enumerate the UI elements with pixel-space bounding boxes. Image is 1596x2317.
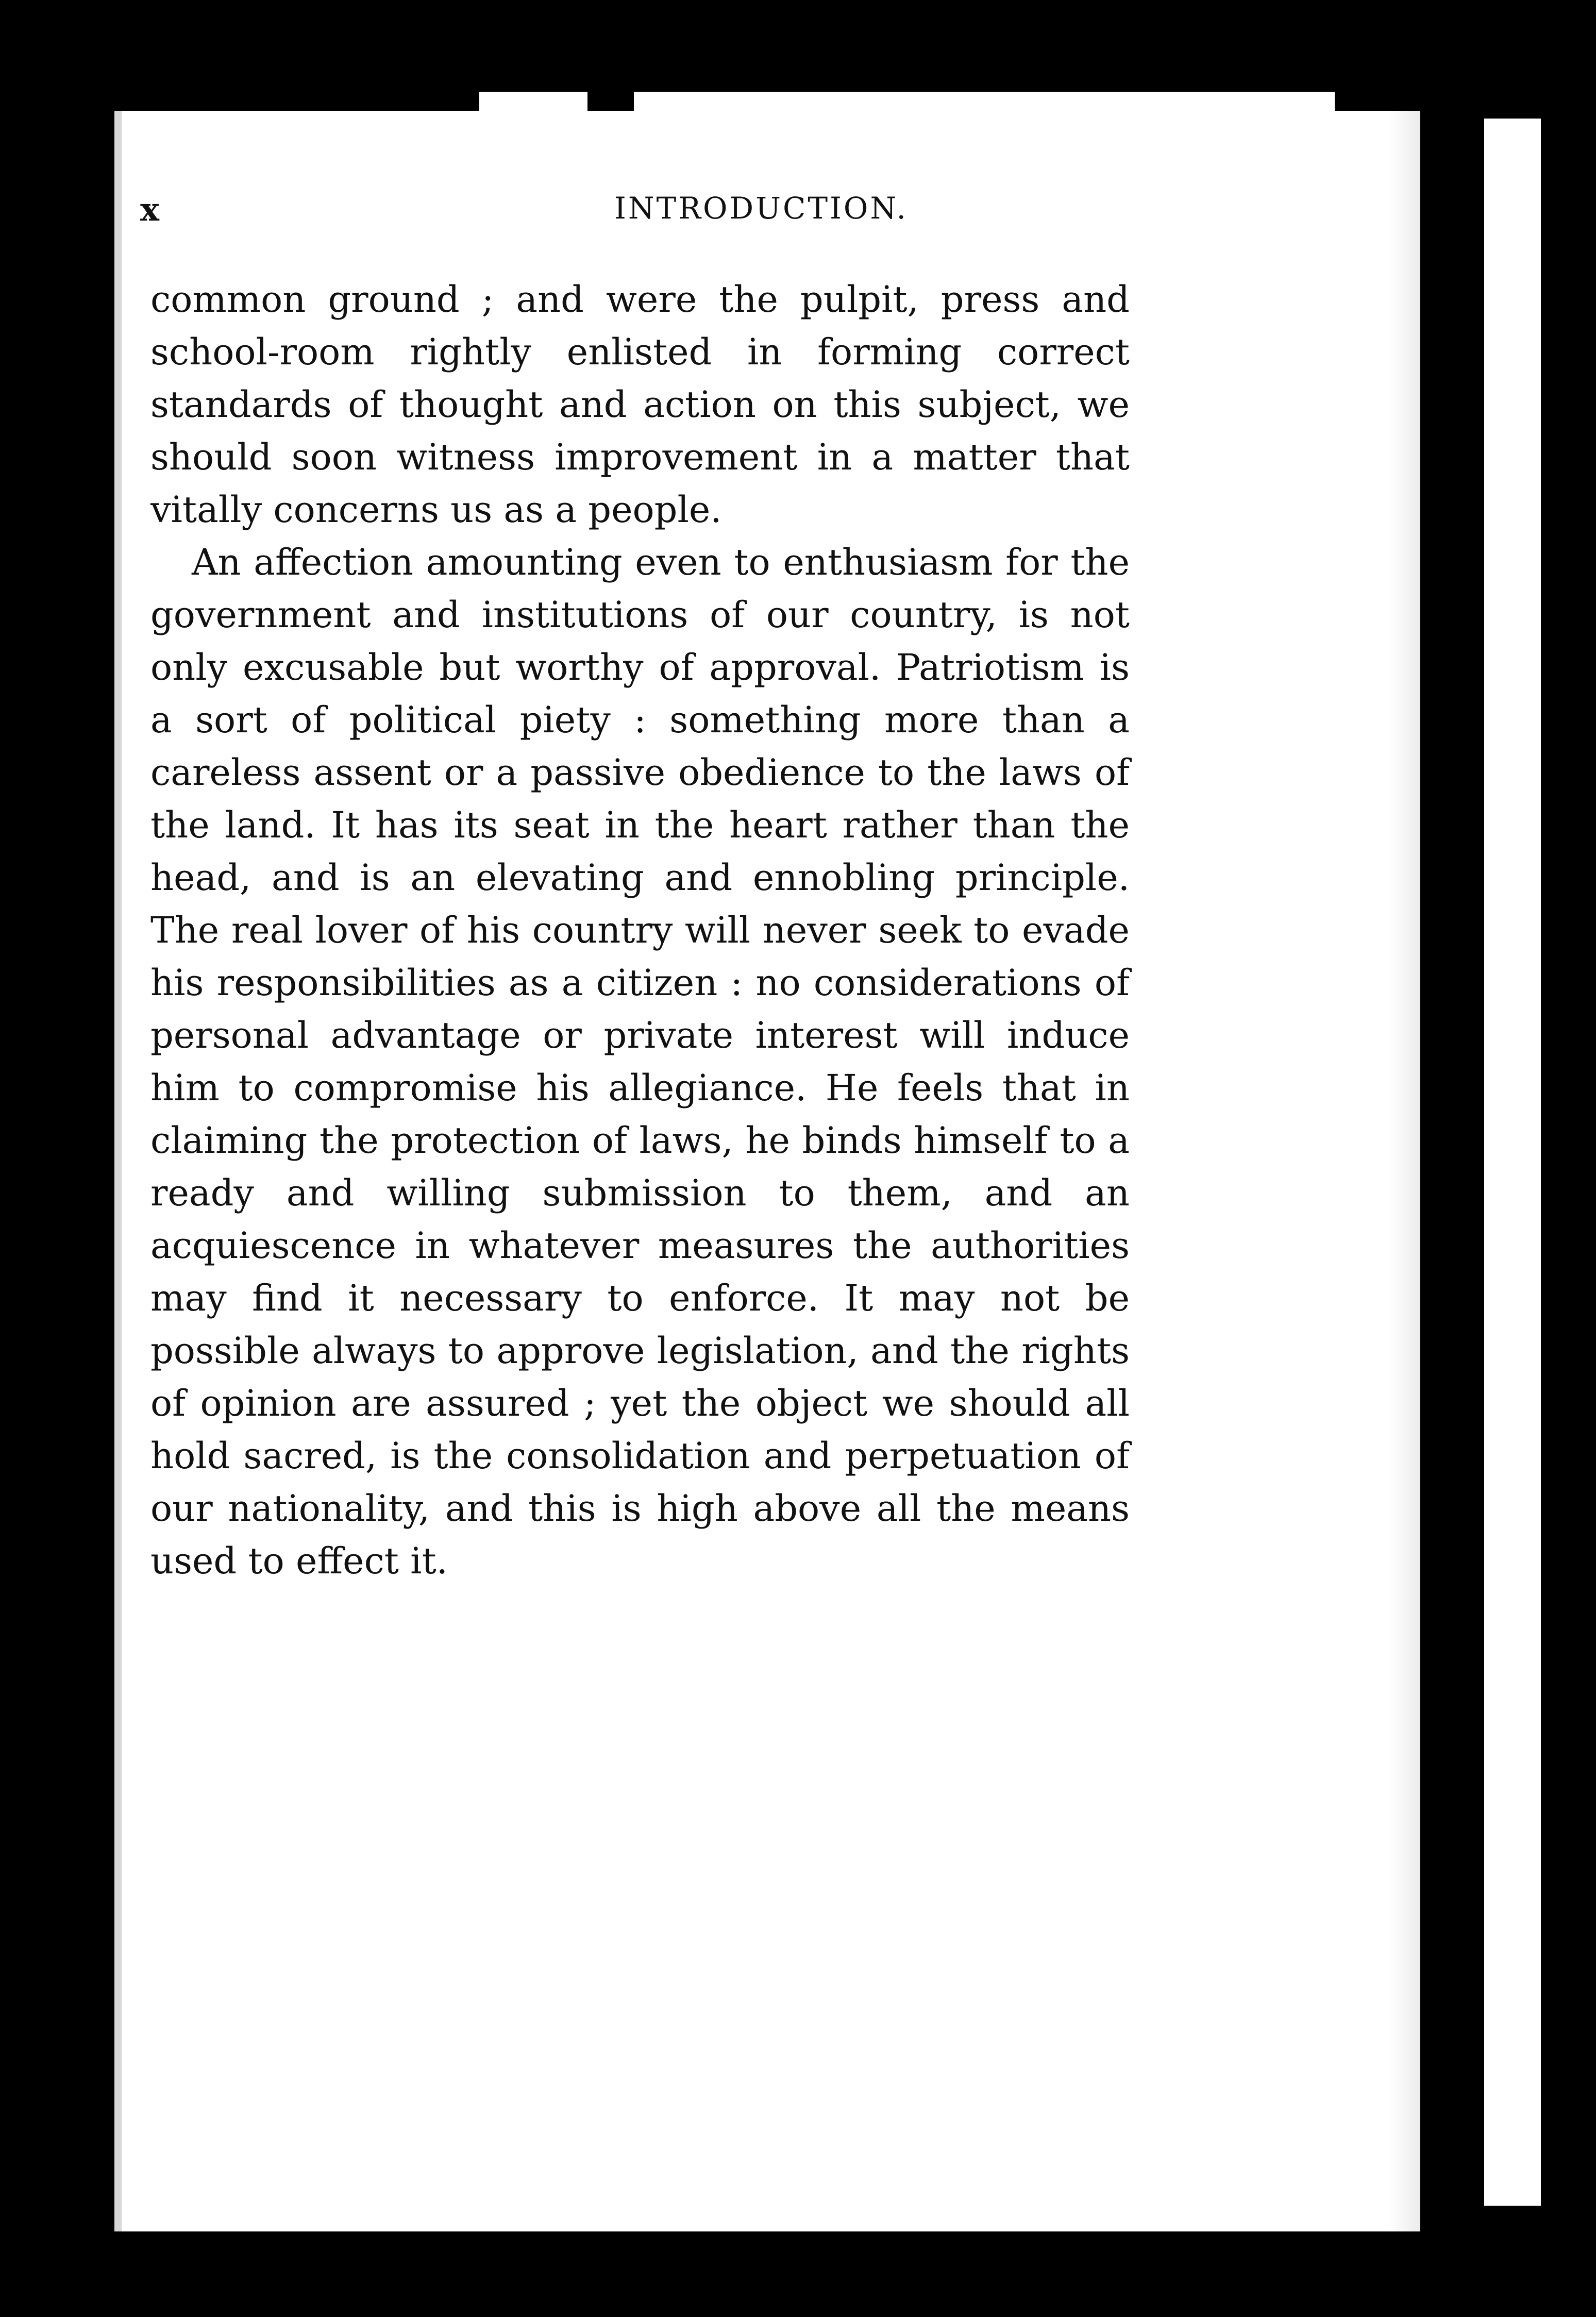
adjacent-page-edge — [1484, 119, 1541, 2206]
paragraph: common ground ; and were the pulpit, press and school-room rightly enlisted in forming correct standards of thought and action on this subject, we should soon witness improvement in a matter that vitally concerns us as a people. — [150, 278, 1130, 531]
body-text — [150, 273, 1130, 1587]
running-title: INTRODUCTION. — [614, 191, 908, 226]
paragraph: An affection amounting even to enthusiasm for the government and institutions of our country, is not only excusable but worthy of approval. Patriotism is a sort of political piety : something more than a careless assent or a passive obedience to the laws of the land. It has its seat in the heart rather than the head, and is an elevating and ennobling principle. The real lover of his country will never seek to evade his responsibilities as a citizen : no considerations of personal advantage or private interest will induce him to compromise his allegiance. He feels that in claiming the protection of laws, he binds himself to a ready and willing submission to them, and an acquiescence in whatever measures the authorities may find it necessary to enforce. It may not be possible always to approve legislation, and the rights of opinion are assured ; yet the object we should all hold sacred, is the consolidation and perpetuation of our nationality, and this is high above all the means used to effect it. — [150, 541, 1130, 1582]
page-number: x — [140, 191, 161, 228]
